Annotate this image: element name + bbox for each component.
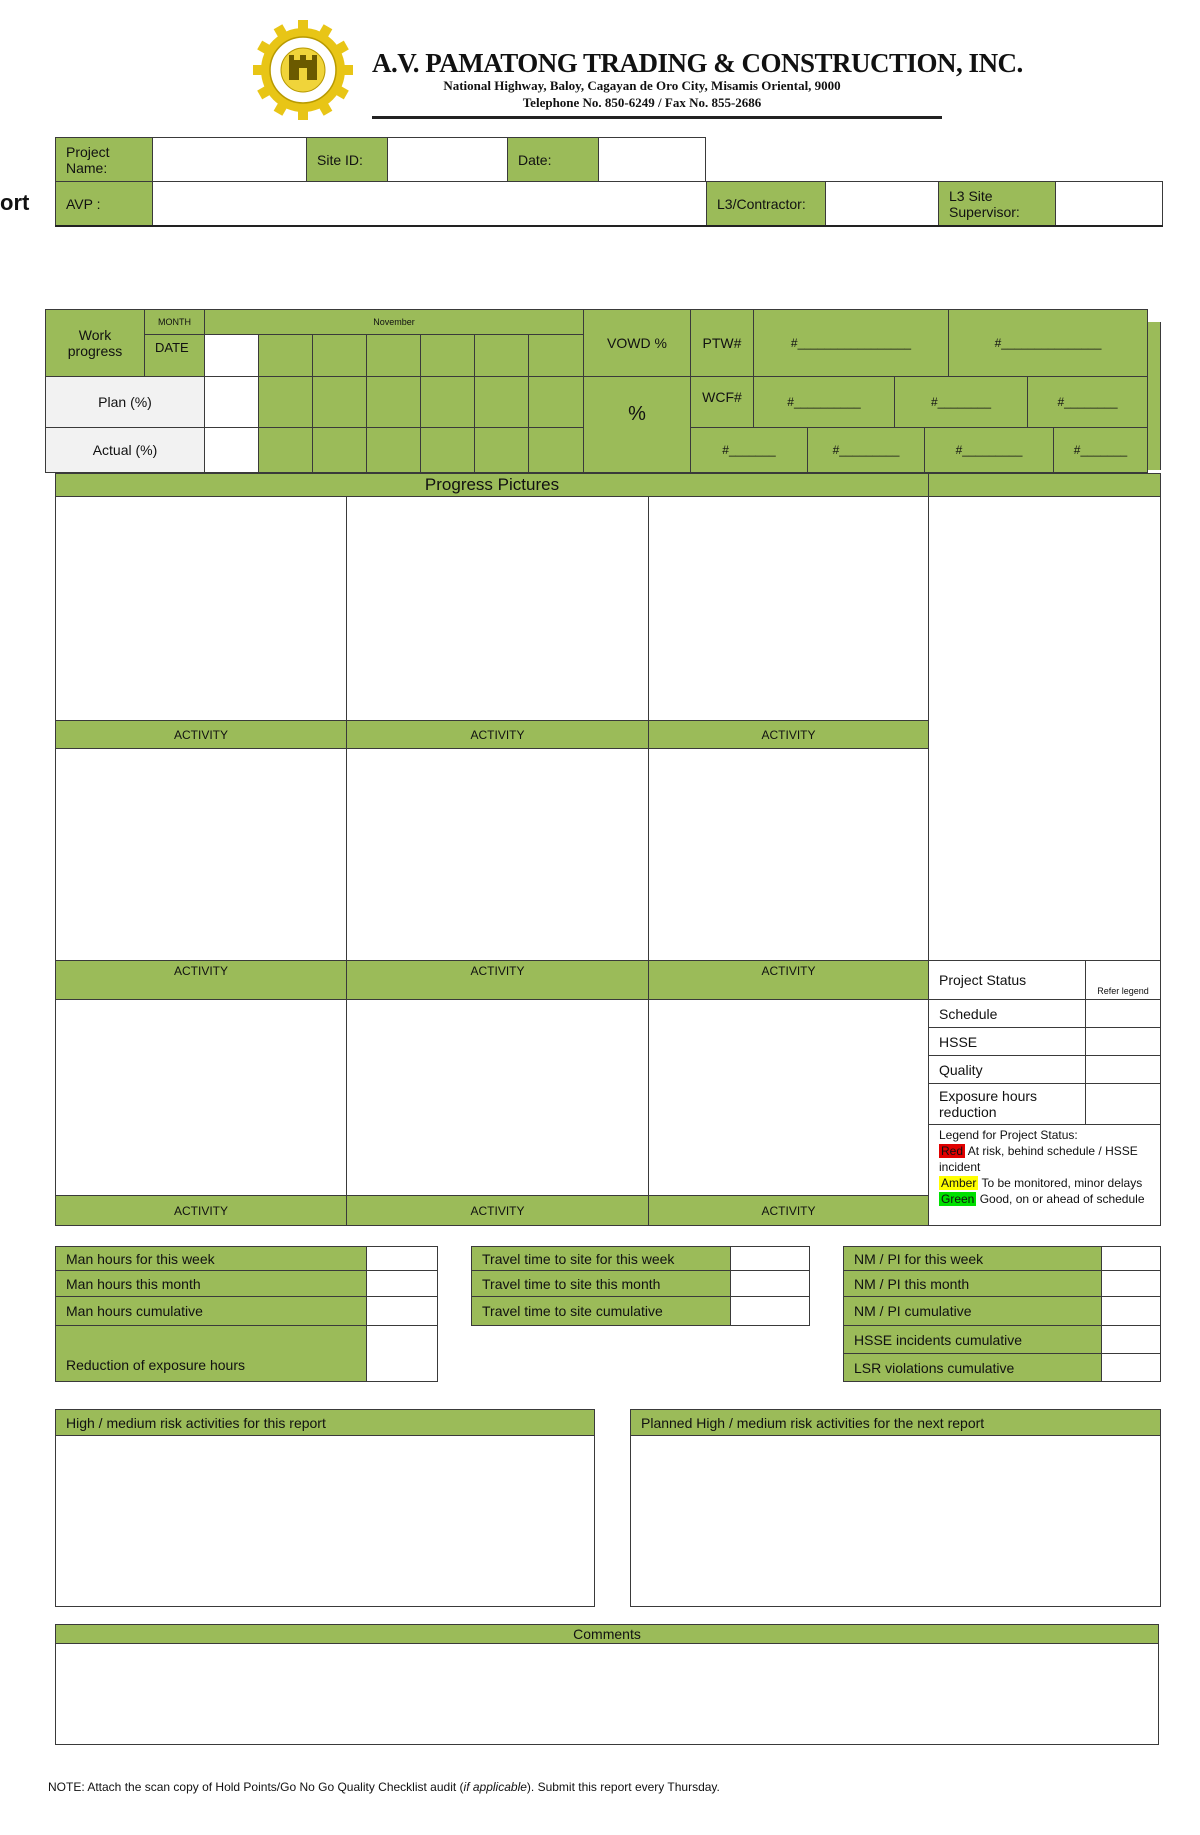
man-hours-month-field[interactable]: [366, 1270, 438, 1297]
footer-note: [48, 1780, 1148, 1794]
hsse-incidents-field[interactable]: [1101, 1325, 1161, 1354]
refer-legend: Refer legend: [1085, 960, 1161, 1000]
date-cell[interactable]: [258, 334, 313, 377]
legend-item-green: [939, 1191, 1150, 1207]
plan-cell[interactable]: [258, 376, 313, 428]
activity-label: ACTIVITY: [55, 720, 347, 749]
man-hours-week-field[interactable]: [366, 1246, 438, 1271]
status-row-schedule: Schedule: [928, 999, 1086, 1028]
photo-slot[interactable]: [55, 496, 347, 721]
plan-cell[interactable]: [366, 376, 421, 428]
photo-slot[interactable]: [346, 999, 649, 1196]
exposure-reduction-field[interactable]: [366, 1325, 438, 1382]
extra-field[interactable]: #_________: [924, 427, 1054, 473]
actual-cell[interactable]: [474, 427, 529, 473]
extra-field[interactable]: #_______: [690, 427, 808, 473]
status-legend: [928, 1124, 1161, 1226]
l3-site-supervisor-label: L3 Site Supervisor:: [938, 181, 1056, 226]
month-value: November: [204, 309, 584, 335]
ptw-field[interactable]: #_________________: [753, 309, 949, 377]
activity-label: ACTIVITY: [55, 1195, 347, 1226]
legend-text-red: At risk, behind schedule / HSSE incident: [939, 1144, 1138, 1174]
header-bottom-rule: [55, 225, 1163, 227]
photo-slot[interactable]: [648, 748, 929, 961]
ptw-field[interactable]: #_______________: [948, 309, 1148, 377]
travel-week-label: Travel time to site for this week: [471, 1246, 731, 1271]
travel-cumulative-field[interactable]: [730, 1296, 810, 1326]
date-cell[interactable]: [204, 334, 259, 377]
activity-label: ACTIVITY: [648, 720, 929, 749]
plan-cell[interactable]: [420, 376, 475, 428]
legend-item-amber: [939, 1175, 1150, 1191]
project-name-field[interactable]: [152, 137, 307, 182]
legend-tag-amber: Amber: [941, 1176, 977, 1190]
wcf-field[interactable]: #________: [1027, 376, 1148, 428]
status-row-quality: Quality: [928, 1055, 1086, 1084]
actual-cell[interactable]: [258, 427, 313, 473]
company-address: National Highway, Baloy, Cagayan de Oro City, Misamis Oriental, 9000: [443, 78, 841, 93]
actual-cell[interactable]: [204, 427, 259, 473]
actual-cell[interactable]: [420, 427, 475, 473]
status-value-schedule[interactable]: [1085, 999, 1161, 1028]
risk-next-label: Planned High / medium risk activities for the next report: [630, 1409, 1161, 1436]
l3-contractor-label: L3/Contractor:: [706, 181, 826, 226]
project-status-title: Project Status: [928, 960, 1086, 1000]
lsr-violations-label: LSR violations cumulative: [843, 1353, 1102, 1382]
month-label: MONTH: [144, 309, 205, 335]
right-notes-area[interactable]: [928, 496, 1161, 961]
extra-field[interactable]: #_________: [807, 427, 925, 473]
legend-item-red: [939, 1143, 1150, 1175]
travel-month-field[interactable]: [730, 1270, 810, 1297]
date-cell[interactable]: [366, 334, 421, 377]
nm-pi-week-label: NM / PI for this week: [843, 1246, 1102, 1271]
date-cell[interactable]: [312, 334, 367, 377]
man-hours-month-label: Man hours this month: [55, 1270, 367, 1297]
travel-week-field[interactable]: [730, 1246, 810, 1271]
plan-label: Plan (%): [45, 376, 205, 428]
nm-pi-month-label: NM / PI this month: [843, 1270, 1102, 1297]
note-prefix: NOTE: Attach the scan copy of Hold Points/Go No Go Quality Checklist audit (: [48, 1780, 464, 1794]
date-label: Date:: [507, 137, 599, 182]
photo-slot[interactable]: [346, 748, 649, 961]
photo-slot[interactable]: [346, 496, 649, 721]
actual-cell[interactable]: [312, 427, 367, 473]
wcf-label: WCF#: [690, 376, 754, 428]
activity-label: ACTIVITY: [346, 960, 649, 1000]
vowd-value[interactable]: %: [583, 376, 691, 473]
travel-month-label: Travel time to site this month: [471, 1270, 731, 1297]
legend-tag-red: Red: [941, 1144, 964, 1158]
plan-cell[interactable]: [474, 376, 529, 428]
vowd-label: VOWD %: [583, 309, 691, 377]
man-hours-cumulative-label: Man hours cumulative: [55, 1296, 367, 1326]
actual-label: Actual (%): [45, 427, 205, 473]
photo-slot[interactable]: [55, 748, 347, 961]
l3-contractor-field[interactable]: [825, 181, 939, 226]
company-name: A.V. PAMATONG TRADING & CONSTRUCTION, INC.: [372, 48, 1023, 78]
avp-field[interactable]: [152, 181, 707, 226]
activity-label: ACTIVITY: [648, 1195, 929, 1226]
date-field[interactable]: [598, 137, 706, 182]
exposure-reduction-label: Reduction of exposure hours: [55, 1325, 367, 1382]
note-suffix: ). Submit this report every Thursday.: [526, 1780, 720, 1794]
status-value-quality[interactable]: [1085, 1055, 1161, 1084]
right-column-header: [928, 473, 1161, 497]
photo-slot[interactable]: [648, 999, 929, 1196]
wcf-field[interactable]: #________: [894, 376, 1028, 428]
travel-cumulative-label: Travel time to site cumulative: [471, 1296, 731, 1326]
plan-cell[interactable]: [204, 376, 259, 428]
actual-cell[interactable]: [366, 427, 421, 473]
project-name-label: Project Name:: [55, 137, 153, 182]
comments-label: Comments: [55, 1624, 1159, 1644]
risk-current-area[interactable]: [55, 1435, 595, 1607]
ptw-label: PTW#: [690, 309, 754, 377]
l3-site-supervisor-field[interactable]: [1055, 181, 1163, 226]
plan-cell[interactable]: [312, 376, 367, 428]
company-logo: [253, 20, 353, 120]
man-hours-week-label: Man hours for this week: [55, 1246, 367, 1271]
status-value-exposure[interactable]: [1085, 1083, 1161, 1125]
progress-pictures-title: Progress Pictures: [55, 473, 929, 497]
activity-label: ACTIVITY: [648, 960, 929, 1000]
progress-shadow: [1147, 322, 1161, 470]
date-cell[interactable]: [474, 334, 529, 377]
avp-label: AVP :: [55, 181, 153, 226]
hsse-incidents-label: HSSE incidents cumulative: [843, 1325, 1102, 1354]
risk-current-label: High / medium risk activities for this report: [55, 1409, 595, 1436]
activity-label: ACTIVITY: [55, 960, 347, 1000]
photo-slot[interactable]: [648, 496, 929, 721]
date-row-label: DATE: [144, 334, 205, 377]
nm-pi-month-field[interactable]: [1101, 1270, 1161, 1297]
nm-pi-week-field[interactable]: [1101, 1246, 1161, 1271]
activity-label: ACTIVITY: [346, 720, 649, 749]
work-progress-label: Work progress: [45, 309, 145, 377]
nm-pi-cumulative-label: NM / PI cumulative: [843, 1296, 1102, 1326]
risk-next-area[interactable]: [630, 1435, 1161, 1607]
legend-text-green: Good, on or ahead of schedule: [979, 1192, 1145, 1206]
photo-slot[interactable]: [55, 999, 347, 1196]
actual-cell[interactable]: [528, 427, 584, 473]
site-id-field[interactable]: [387, 137, 508, 182]
comments-area[interactable]: [55, 1643, 1159, 1745]
lsr-violations-field[interactable]: [1101, 1353, 1161, 1382]
wcf-field[interactable]: #__________: [753, 376, 895, 428]
status-value-hsse[interactable]: [1085, 1027, 1161, 1056]
company-phone: Telephone No. 850-6249 / Fax No. 855-2686: [522, 95, 762, 110]
nm-pi-cumulative-field[interactable]: [1101, 1296, 1161, 1326]
status-row-hsse: HSSE: [928, 1027, 1086, 1056]
legend-tag-green: Green: [941, 1192, 975, 1206]
legend-text-amber: To be monitored, minor delays: [981, 1176, 1143, 1190]
extra-field[interactable]: #_______: [1053, 427, 1148, 473]
legend-title: Legend for Project Status:: [939, 1128, 1078, 1142]
note-italic: if applicable: [463, 1780, 527, 1794]
site-id-label: Site ID:: [306, 137, 388, 182]
activity-label: ACTIVITY: [346, 1195, 649, 1226]
date-cell[interactable]: [420, 334, 475, 377]
man-hours-cumulative-field[interactable]: [366, 1296, 438, 1326]
report-title-fragment: ort: [0, 190, 30, 215]
letterhead-rule: [372, 116, 942, 119]
date-cell[interactable]: [528, 334, 584, 377]
plan-cell[interactable]: [528, 376, 584, 428]
status-row-exposure: Exposure hours reduction: [928, 1083, 1086, 1125]
